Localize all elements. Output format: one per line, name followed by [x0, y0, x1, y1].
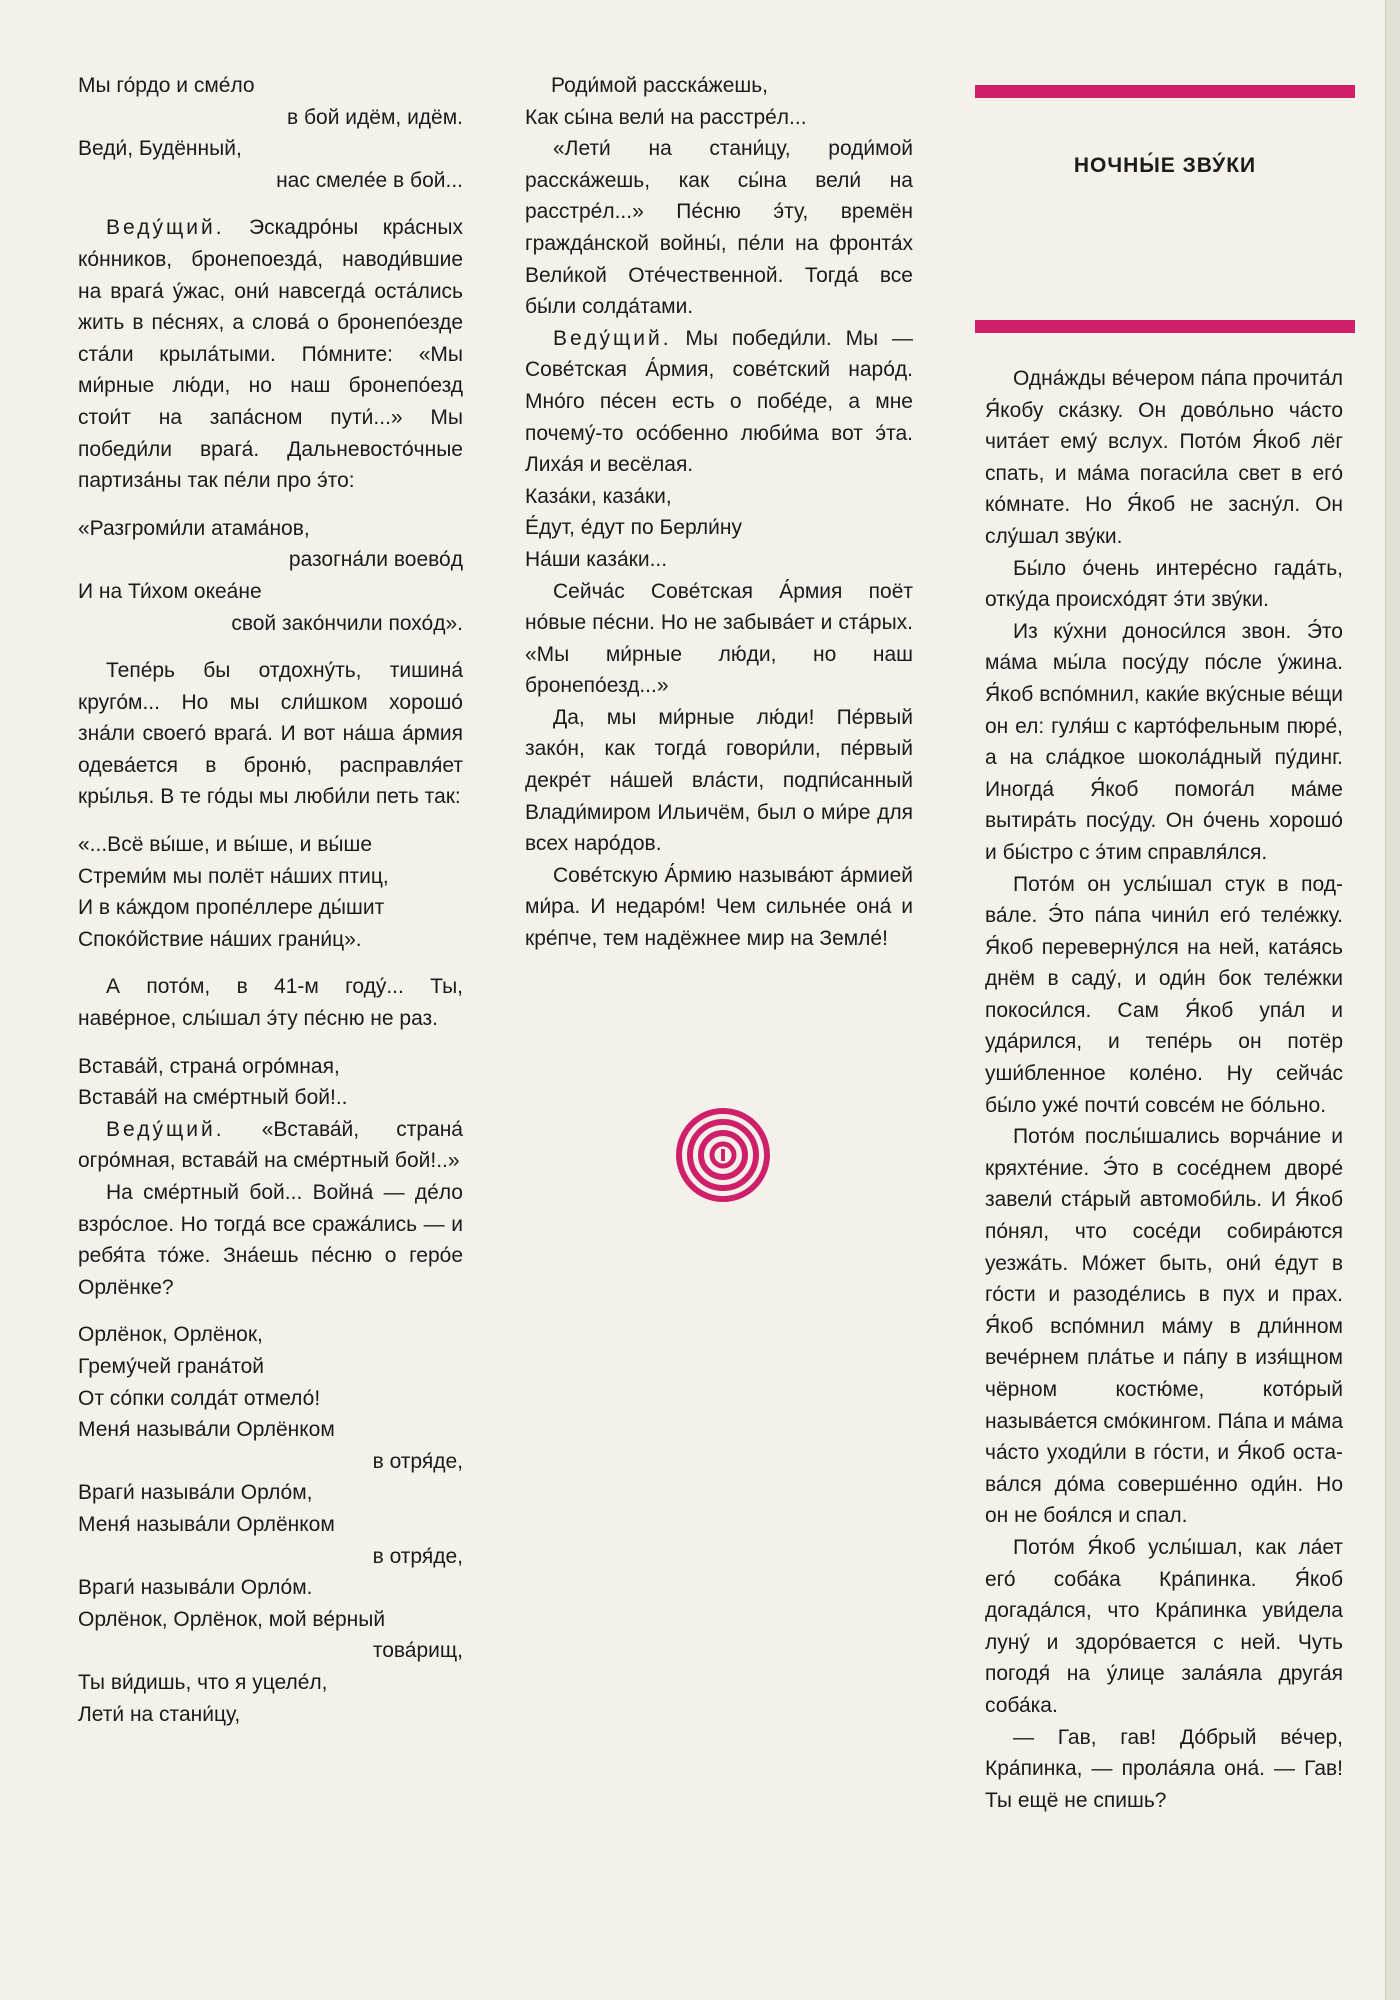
verse-line: Каза́ки, каза́ки, — [525, 484, 672, 508]
paragraph: Бы́ло о́чень интере́сно гада́ть, отку́да происхо́дят э́ти зву́ки. — [985, 556, 1343, 612]
verse-line: Орлёнок, Орлёнок, мой ве́рный — [78, 1607, 386, 1631]
verse-line: И в ка́ждом пропе́ллере ды́шит — [78, 896, 385, 920]
paragraph: Сейча́с Сове́тская А́рмия поёт но́вые пе́сни. Но не забыва́ет и ста́рых. «Мы ми́рные лю́ди, но наш бронепо́езд...» — [525, 579, 913, 698]
verse-line: На́ши каза́ки... — [525, 547, 668, 571]
verse-line: Стреми́м мы полёт на́ших птиц, — [78, 864, 389, 888]
verse-line: Веди́, Будённый, — [78, 137, 242, 161]
column-right — [985, 363, 1343, 1816]
column-left — [78, 70, 463, 1730]
verse-line: «...Всё вы́ше, и вы́ше, и вы́ше — [78, 833, 372, 857]
verse-line: От со́пки солда́т отмело́! — [78, 1386, 321, 1410]
paragraph: «Лети́ на стани́цу, роди́мой расска́жешь, как сы́на вели́ на расстре́л...» Пе́сню э́ту, времён гражда́нской войны́, пе́ли на фронта́х Вели́кой Оте́чественной. Тогда́ все бы́ли солда́тами. — [525, 137, 913, 319]
spiral-icon — [673, 1105, 773, 1205]
verse-line: И на Ти́хом океа́не — [78, 579, 262, 603]
verse-line: Встава́й, страна́ огро́мная, — [78, 1054, 340, 1078]
paragraph: Пото́м послы́шались ворча́ние и кряхте́ние. Э́то в сосе́днем дворе́ завели́ ста́рый автомоби́ль. И Я́коб по́нял, что сосе́ди собира́ются уезжа́ть. Мо́жет быть, они́ е́дут в го́сти и разоде́лись в пух и прах. Я́коб вспо́мнил ма́му в дли́нном вече́рнем пла́тье и па́пу в изя́щном чёрном костю́ме, кото́рый называ́ется смо́кингом. Па́па и ма́ма ча́сто уходи́ли в го́сти, и Я́коб остава́лся до́ма соверше́нно оди́н. Но он не боя́лся и спал. — [985, 1125, 1344, 1528]
verse-line: Враги́ называ́ли Орло́м, — [78, 1481, 313, 1505]
verse-line: в отря́де, — [372, 1544, 463, 1568]
paragraph — [78, 212, 463, 496]
paragraph: Пото́м он услы́шал стук в подва́ле. Э́то па́па чини́л его́ теле́жку. Я́коб переверну́лся на ней, ката́ясь днём в саду́, и оди́н бок теле́жки покоси́лся. Сам Я́коб упа́л и уда́рился, и тепе́рь он потёр уши́бленное коле́но. Ну сейча́с бы́ло уже́ почти́ совсе́м не бо́льно. — [985, 872, 1343, 1117]
paragraph-text: Мы победи́ли. Мы — Сове́тская А́рмия, сове́тский наро́д. Мно́го пе́сен есть о побе́де, а мне почему́-то осо́бенно люби́ма вот э́та. Лиха́я и весёлая. — [525, 326, 913, 477]
verse-line: разогна́ли воево́д — [288, 548, 463, 572]
decorative-bar-top — [975, 85, 1355, 98]
verse-line: Встава́й на сме́ртный бой!.. — [78, 1086, 348, 1110]
page-spine — [1385, 0, 1400, 2000]
verse-line: това́рищ, — [372, 1639, 463, 1663]
verse-line: Роди́мой расска́жешь, — [551, 74, 769, 97]
paragraph: Одна́жды ве́чером па́па прочита́л Я́кобу ска́зку. Он дово́льно ча́сто чита́ет ему́ вслух. Пото́м Я́коб лёг спать, и ма́ма погаси́ла свет в его́ ко́мнате. Но Я́коб не засну́л. Он слу́шал зву́ки. — [985, 367, 1343, 548]
paragraph: Пото́м Я́коб услы́шал, как ла́ет его́ соба́ка Кра́пинка. Я́коб догада́лся, что Кра́пинка уви́дела луну́ и здоро́вается с ней. Чуть погодя́ на у́лице зала́яла друга́я соба́ка. — [985, 1535, 1343, 1717]
verse-line: Грему́чей грана́той — [78, 1354, 264, 1378]
verse-line: Как сы́на вели́ на расстре́л... — [525, 105, 807, 129]
verse-line: Меня́ называ́ли Орлёнком — [78, 1512, 335, 1536]
verse-line: в бой идём, идём. — [287, 105, 463, 129]
paragraph-text: «Встава́й, страна́ огро́мная, встава́й на сме́ртный бой!..» — [78, 1117, 463, 1173]
verse-line: Орлёнок, Орлёнок, — [78, 1323, 263, 1347]
verse-line: Е́дут, е́дут по Берли́ну — [525, 516, 742, 540]
verse-line: нас смеле́е в бой... — [276, 168, 463, 192]
speaker-label: Веду́щий. — [106, 1117, 225, 1141]
decorative-bar-bottom — [975, 320, 1355, 333]
verse-line: свой зако́нчили похо́д». — [231, 611, 463, 635]
paragraph-text: Эскадро́ны кра́сных ко́нников, бронепоезда́, наводи́вшие на врага́ у́жас, они́ навсегда́ оста́лись жить в пе́снях, а слова́ о бронепо́езде ста́ли крыла́тыми. По́мните: «Мы ми́рные лю́ди, но наш бронепо́езд стои́т на запа́сном пути́...» Мы победи́ли врага́. Дальневосто́чные партиза́ны так пе́ли про э́то: — [78, 216, 463, 493]
speaker-label: Веду́щий. — [106, 216, 225, 240]
paragraph: А пото́м, в 41-м году́... Ты, наве́рное, слы́шал э́ту пе́сню не раз. — [78, 975, 463, 1031]
verse-line: Лети́ на стани́цу, — [78, 1702, 241, 1726]
column-middle — [525, 70, 913, 955]
paragraph: Да, мы ми́рные лю́ди! Пе́рвый зако́н, как тогда́ говори́ли, пе́рвый декре́т на́шей вла́сти, подпи́санный Влади́миром Ильичём, был о ми́ре для всех наро́дов. — [525, 705, 913, 856]
verse-line: Споко́йствие на́ших грани́ц». — [78, 927, 362, 951]
paragraph: На сме́ртный бой... Война́ — де́ло взро́слое. Но тогда́ все сража́лись — и ребя́та то́же. Зна́ешь пе́сню о геро́е Орлёнке? — [78, 1181, 463, 1299]
verse-line: Мы го́рдо и сме́ло — [78, 74, 255, 97]
paragraph: — Гав, гав! До́брый ве́чер, Кра́пинка, — прола́яла она́. — Гав! Ты ещё не спишь? — [985, 1725, 1343, 1812]
verse-line: «Разгроми́ли атама́нов, — [78, 516, 310, 540]
verse-line: в отря́де, — [372, 1449, 463, 1473]
paragraph — [78, 1114, 463, 1177]
paragraph: Сове́тскую А́рмию называ́ют а́рмией ми́ра. И недаро́м! Чем сильне́е она́ и кре́пче, тем надёжнее мир на Земле́! — [525, 863, 913, 951]
section-heading: НОЧНЫ́Е ЗВУ́КИ — [1073, 154, 1257, 177]
paragraph — [525, 323, 913, 481]
speaker-label: Веду́щий. — [553, 326, 672, 350]
paragraph: Тепе́рь бы отдохну́ть, тишина́ круго́м... Но мы сли́шком хорошо́ зна́ли своего́ врага́. И вот на́ша а́рмия одева́ется в броню́, расправля́ет кры́лья. В те го́ды мы люби́ли петь так: — [78, 659, 463, 809]
verse-line: Ты ви́дишь, что я уцеле́л, — [78, 1670, 328, 1694]
verse-line: Меня́ называ́ли Орлёнком — [78, 1418, 335, 1442]
paragraph: Из ку́хни доноси́лся звон. Э́то ма́ма мы́ла посу́ду по́сле у́жина. Я́коб вспо́мнил, каки́е вку́сные ве́щи он ел: гуля́ш с карто́фельным пюре́, а на сла́дкое шокола́дный пу́динг. Иногда́ Я́коб помога́л ма́ме вытира́ть посу́ду. Он о́чень хорошо́ и бы́стро с э́тим справля́лся. — [985, 619, 1343, 864]
verse-line: Враги́ называ́ли Орло́м. — [78, 1576, 313, 1600]
